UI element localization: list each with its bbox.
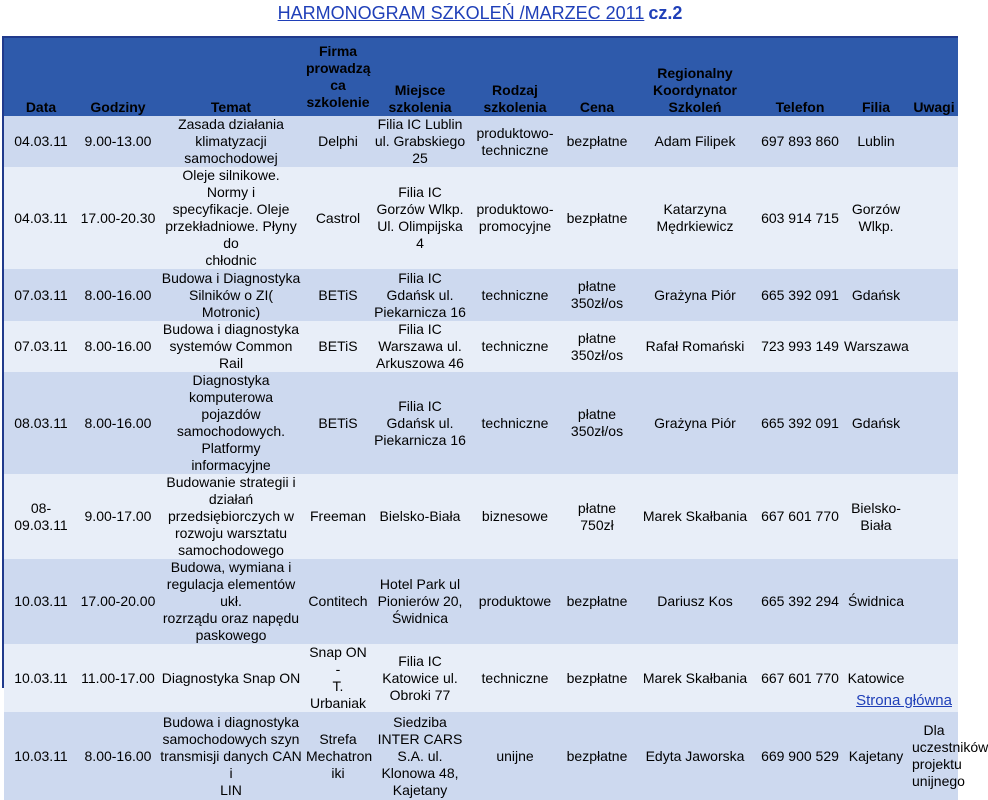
cell-miejsce: Filia IC Katowice ul. Obroki 77 (382, 652, 458, 703)
cell-temat: Diagnostyka Snap ON (161, 669, 301, 686)
cell-koordynator: Marek Skałbania (642, 508, 748, 524)
cell-firma: Contitech (308, 593, 368, 609)
table-row (4, 167, 958, 269)
cell-filia: Kajetany (848, 747, 904, 764)
cell-firma: Snap ON - T. Urbaniak (309, 644, 367, 711)
cell-cena: bezpłatne (566, 133, 628, 149)
cell-telefon: 665 392 294 (761, 593, 839, 609)
header-data: Data (25, 99, 57, 115)
cell-miejsce: Hotel Park ul Pionierów 20, Świdnica (377, 576, 463, 626)
cell-data: 04.03.11 (14, 133, 68, 149)
cell-rodzaj: produktowo- promocyjne (476, 201, 554, 234)
table-row (4, 372, 958, 474)
header-telefon: Telefon (775, 99, 825, 115)
cell-miejsce: Filia IC Gdańsk ul. Piekarnicza 16 (374, 269, 466, 320)
header-koordynator: Regionalny Koordynator Szkoleń (653, 65, 737, 115)
cell-cena: płatne 350zł/os (570, 406, 624, 439)
cell-miejsce: Filia IC Gorzów Wlkp. Ul. Olimpijska 4 (376, 184, 464, 251)
cell-telefon: 665 392 091 (761, 286, 839, 303)
cell-godziny: 11.00-17.00 (81, 669, 155, 686)
cell-temat: Budowa i diagnostyka samochodowych szyn transmisji danych CAN i LIN (160, 713, 302, 798)
cell-telefon: 665 392 091 (761, 414, 839, 431)
cell-filia: Gorzów Wlkp. (851, 201, 901, 234)
cell-temat: Budowa i Diagnostyka Silników o ZI( Motronic) (161, 269, 301, 320)
cell-data: 10.03.11 (14, 593, 68, 609)
table-row (4, 559, 958, 644)
cell-koordynator: Rafał Romański (645, 338, 745, 354)
cell-temat: Budowa i diagnostyka systemów Common Rail (162, 321, 300, 371)
cell-cena: płatne 350zł/os (570, 278, 624, 311)
cell-telefon: 697 893 860 (761, 133, 839, 149)
cell-miejsce: Filia IC Warszawa ul. Arkuszowa 46 (376, 321, 464, 371)
cell-cena: płatne 350zł/os (570, 329, 624, 363)
header-godziny: Godziny (90, 99, 146, 115)
cell-filia: Lublin (857, 133, 895, 149)
cell-uwagi (910, 559, 958, 644)
cell-godziny: 8.00-16.00 (84, 286, 152, 303)
cell-koordynator: Grażyna Piór (654, 414, 736, 431)
cell-miejsce: Bielsko-Biała (379, 508, 461, 524)
cell-firma: BETiS (318, 338, 358, 354)
table-row (4, 116, 958, 167)
cell-temat: Budowanie strategii i działań przedsiębiorczych w rozwoju warsztatu samochodowego (166, 474, 296, 558)
cell-data: 07.03.11 (14, 286, 68, 303)
cell-data: 08- 09.03.11 (14, 499, 68, 533)
cell-firma: Delphi (318, 133, 358, 149)
cell-uwagi: Dla uczestników projektu unijnego (912, 722, 988, 789)
cell-filia: Świdnica (847, 593, 905, 609)
cell-data: 07.03.11 (14, 338, 68, 354)
cell-godziny: 9.00-17.00 (84, 508, 152, 524)
table-row (4, 474, 958, 559)
cell-data: 10.03.11 (14, 747, 68, 764)
header-temat: Temat (210, 99, 252, 115)
schedule-table (4, 38, 988, 800)
cell-rodzaj: unijne (496, 747, 534, 764)
table-row (4, 712, 958, 800)
header-uwagi: Uwagi (913, 99, 955, 115)
cell-uwagi (910, 167, 958, 269)
cell-uwagi (910, 474, 958, 559)
cell-temat: Oleje silnikowe. Normy i specyfikacje. Oleje przekładniowe. Płyny do chłodnic (165, 167, 297, 268)
header-miejsce: Miejsce szkolenia (388, 82, 452, 115)
cell-godziny: 8.00-16.00 (84, 338, 152, 354)
cell-uwagi (910, 116, 958, 167)
cell-koordynator: Grażyna Piór (654, 286, 736, 303)
table-row (4, 644, 958, 712)
cell-uwagi (910, 269, 958, 321)
cell-koordynator: Marek Skałbania (642, 669, 748, 686)
cell-rodzaj: biznesowe (481, 508, 549, 524)
cell-godziny: 9.00-13.00 (84, 133, 152, 149)
title-part: cz.2 (648, 3, 683, 23)
page-title (0, 2, 960, 24)
harmonogram-title-link[interactable]: HARMONOGRAM SZKOLEŃ /MARZEC 2011 (277, 3, 645, 23)
table-header-row (4, 38, 958, 116)
cell-cena: bezpłatne (566, 209, 628, 226)
cell-godziny: 8.00-16.00 (84, 747, 152, 764)
cell-godziny: 8.00-16.00 (84, 414, 152, 431)
cell-firma: BETiS (318, 286, 358, 303)
cell-rodzaj: techniczne (481, 338, 549, 354)
cell-firma: BETiS (318, 414, 358, 431)
cell-filia: Katowice (847, 669, 905, 686)
cell-cena: bezpłatne (566, 593, 628, 609)
cell-temat: Diagnostyka komputerowa pojazdów samochodowych. Platformy informacyjne (176, 372, 286, 473)
header-firma: Firma prowadzą ca szkolenie (306, 43, 371, 110)
cell-telefon: 603 914 715 (761, 209, 839, 226)
cell-temat: Zasada działania klimatyzacji samochodowej (178, 116, 284, 166)
cell-koordynator: Katarzyna Mędrkiewicz (656, 201, 734, 234)
cell-cena: płatne 750zł (577, 499, 617, 533)
cell-rodzaj: produktowe (478, 593, 552, 609)
cell-cena: bezpłatne (566, 669, 628, 686)
cell-firma: Freeman (309, 508, 367, 524)
cell-telefon: 723 993 149 (761, 338, 839, 354)
cell-rodzaj: produktowo- techniczne (476, 124, 554, 158)
table-row (4, 321, 958, 372)
cell-filia: Bielsko- Biała (851, 499, 901, 533)
cell-uwagi (910, 372, 958, 474)
cell-miejsce: Siedziba INTER CARS S.A. ul. Klonowa 48, Kajetany (377, 713, 463, 798)
home-page-link[interactable]: Strona główna (856, 692, 952, 709)
cell-rodzaj: techniczne (481, 414, 549, 431)
cell-koordynator: Dariusz Kos (657, 593, 733, 609)
cell-filia: Warszawa (844, 338, 909, 354)
cell-godziny: 17.00-20.00 (80, 593, 156, 609)
cell-godziny: 17.00-20.30 (80, 209, 156, 226)
cell-temat: Budowa, wymiana i regulacja elementów ukł. rozrządu oraz napędu paskowego (162, 559, 300, 643)
cell-uwagi (910, 321, 958, 372)
header-filia: Filia (861, 99, 890, 115)
cell-miejsce: Filia IC Gdańsk ul. Piekarnicza 16 (374, 397, 466, 448)
cell-koordynator: Adam Filipek (654, 133, 736, 149)
header-rodzaj: Rodzaj szkolenia (483, 82, 547, 115)
cell-data: 08.03.11 (14, 414, 68, 431)
cell-telefon: 667 601 770 (761, 669, 839, 686)
cell-data: 10.03.11 (14, 669, 68, 686)
cell-filia: Gdańsk (851, 286, 901, 303)
cell-miejsce: Filia IC Lublin ul. Grabskiego 25 (374, 116, 466, 166)
cell-telefon: 669 900 529 (761, 747, 839, 764)
cell-telefon: 667 601 770 (761, 508, 839, 524)
cell-data: 04.03.11 (14, 209, 68, 226)
cell-cena: bezpłatne (566, 747, 628, 764)
table-row (4, 269, 958, 321)
cell-firma: Strefa Mechatron iki (306, 730, 373, 781)
cell-firma: Castrol (315, 209, 361, 226)
cell-koordynator: Edyta Jaworska (645, 747, 745, 764)
header-cena: Cena (579, 99, 615, 115)
cell-rodzaj: techniczne (481, 669, 549, 686)
cell-filia: Gdańsk (851, 414, 901, 431)
cell-rodzaj: techniczne (481, 286, 549, 303)
